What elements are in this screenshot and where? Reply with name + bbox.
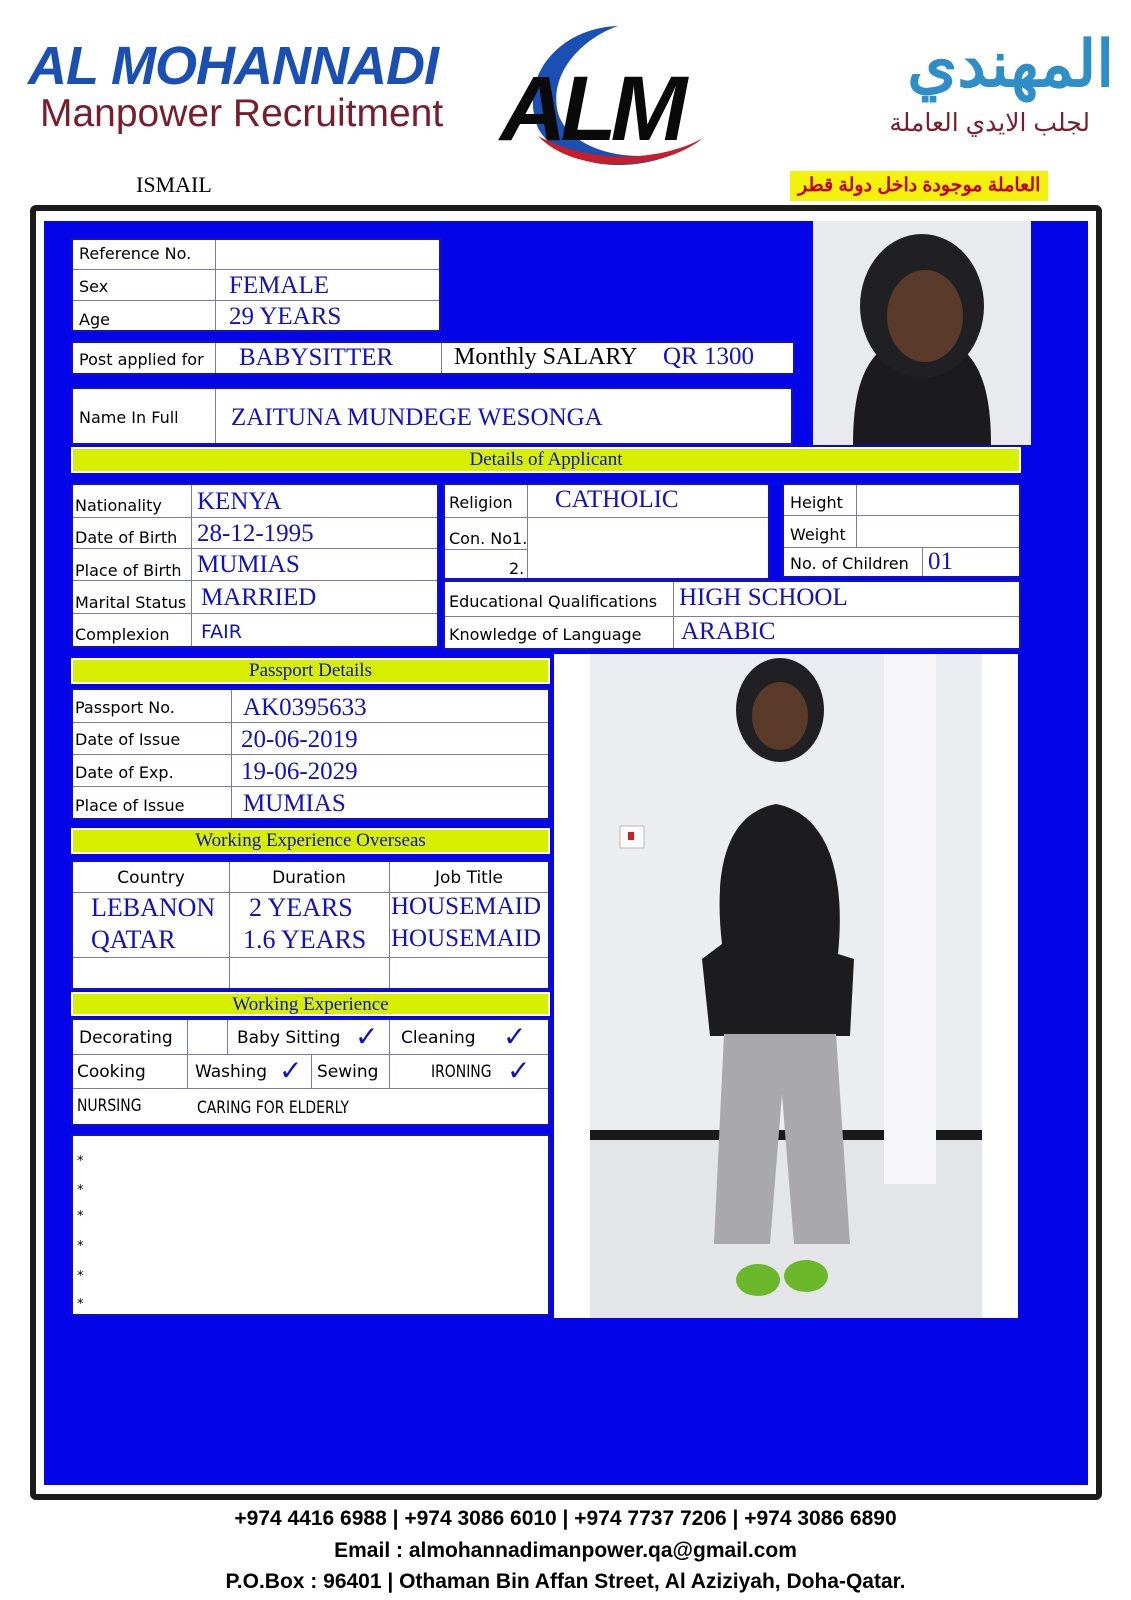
note-item: * bbox=[77, 1269, 84, 1284]
skill-cleaning: Cleaning bbox=[401, 1028, 476, 1048]
person-full-body-icon bbox=[554, 654, 1018, 1318]
overseas-header-country: Country bbox=[117, 868, 185, 888]
ironing-check-icon: ✓ bbox=[507, 1054, 531, 1087]
passport-title: Passport Details bbox=[71, 658, 550, 684]
language-label: Knowledge of Language bbox=[449, 625, 642, 644]
education-value: HIGH SCHOOL bbox=[679, 584, 848, 611]
complexion-label: Complexion bbox=[75, 625, 170, 644]
note-item: * bbox=[77, 1183, 84, 1198]
contact1-label: Con. No1. bbox=[449, 529, 528, 548]
issue-date-value: 20-06-2019 bbox=[241, 726, 358, 753]
overseas-row2-job: HOUSEMAID bbox=[391, 925, 541, 952]
skill-elderly-care: CARING FOR ELDERLY bbox=[197, 1098, 350, 1118]
alm-logo-icon bbox=[498, 18, 724, 178]
overseas-title: Working Experience Overseas bbox=[71, 828, 550, 854]
full-body-photo bbox=[554, 654, 1018, 1318]
marital-value: MARRIED bbox=[201, 584, 317, 611]
contact2-label: 2. bbox=[509, 559, 525, 578]
name-label: Name In Full bbox=[79, 408, 179, 427]
salary-value: QR 1300 bbox=[663, 343, 754, 370]
language-value: ARABIC bbox=[681, 618, 776, 645]
marital-label: Marital Status bbox=[75, 593, 187, 612]
religion-label: Religion bbox=[449, 493, 513, 512]
physical-box bbox=[782, 483, 1021, 578]
footer-email: Email : almohannadimanpower.qa@gmail.com bbox=[334, 1539, 797, 1562]
expiry-date-value: 19-06-2029 bbox=[241, 758, 358, 785]
skill-sewing: Sewing bbox=[317, 1062, 379, 1082]
overseas-header-job: Job Title bbox=[434, 868, 504, 888]
passport-no-value: AK0395633 bbox=[243, 694, 367, 721]
expiry-date-label: Date of Exp. bbox=[75, 763, 174, 782]
children-value: 01 bbox=[928, 548, 953, 575]
notes-box bbox=[71, 1134, 550, 1316]
headshot-photo bbox=[813, 221, 1031, 445]
skills-title: Working Experience bbox=[71, 992, 550, 1016]
age-value: 29 YEARS bbox=[229, 303, 342, 330]
dob-label: Date of Birth bbox=[75, 528, 178, 547]
salary-label: Monthly SALARY bbox=[454, 344, 638, 370]
skill-cooking: Cooking bbox=[77, 1062, 146, 1082]
identity-box bbox=[71, 238, 441, 332]
children-label: No. of Children bbox=[790, 554, 909, 573]
note-item: * bbox=[77, 1154, 84, 1169]
overseas-row1-country: LEBANON bbox=[91, 893, 216, 922]
overseas-row1-duration: 2 YEARS bbox=[249, 893, 353, 922]
skill-decorating: Decorating bbox=[79, 1028, 173, 1048]
overseas-row2-country: QATAR bbox=[91, 925, 176, 954]
post-box bbox=[71, 341, 795, 375]
pob-value: MUMIAS bbox=[197, 551, 300, 578]
skill-nursing: NURSING bbox=[77, 1096, 142, 1116]
details-left-box bbox=[71, 483, 439, 648]
skills-table bbox=[71, 1018, 550, 1126]
baby-sitting-check-icon: ✓ bbox=[355, 1020, 379, 1053]
passport-no-label: Passport No. bbox=[75, 698, 175, 717]
nationality-value: KENYA bbox=[197, 488, 282, 515]
overseas-header-duration: Duration bbox=[272, 868, 346, 888]
religion-box bbox=[443, 483, 770, 580]
agent-name: ISMAIL bbox=[136, 172, 212, 197]
sex-value: FEMALE bbox=[229, 272, 329, 299]
brand-name-en: AL MOHANNADI bbox=[28, 36, 438, 96]
skill-washing: Washing bbox=[195, 1062, 268, 1082]
age-label: Age bbox=[79, 310, 110, 329]
post-value: BABYSITTER bbox=[239, 344, 394, 371]
reference-label: Reference No. bbox=[79, 244, 192, 263]
sex-label: Sex bbox=[79, 277, 109, 296]
post-label: Post applied for bbox=[79, 350, 204, 369]
complexion-value: FAIR bbox=[201, 621, 242, 643]
issue-date-label: Date of Issue bbox=[75, 730, 181, 749]
washing-check-icon: ✓ bbox=[279, 1054, 303, 1087]
overseas-row1-job: HOUSEMAID bbox=[391, 893, 541, 920]
pob-label: Place of Birth bbox=[75, 561, 182, 580]
skill-ironing: IRONING bbox=[431, 1062, 492, 1082]
nationality-label: Nationality bbox=[75, 496, 162, 515]
brand-tagline-en: Manpower Recruitment bbox=[40, 92, 444, 135]
issue-place-value: MUMIAS bbox=[243, 790, 346, 817]
skill-baby-sitting: Baby Sitting bbox=[237, 1028, 341, 1048]
education-label: Educational Qualifications bbox=[449, 592, 658, 611]
details-title: Details of Applicant bbox=[71, 447, 1021, 473]
overseas-row2-duration: 1.6 YEARS bbox=[243, 925, 367, 954]
location-note-ar: العاملة موجودة داخل دولة قطر bbox=[790, 171, 1048, 201]
brand-tagline-ar: لجلب الايدي العاملة bbox=[889, 109, 1090, 137]
footer-phones: +974 4416 6988 | +974 3086 6010 | +974 7737 7206 | +974 3086 6890 bbox=[234, 1507, 897, 1530]
height-label: Height bbox=[790, 493, 843, 512]
issue-place-label: Place of Issue bbox=[75, 796, 185, 815]
name-value: ZAITUNA MUNDEGE WESONGA bbox=[231, 404, 603, 431]
note-item: * bbox=[77, 1209, 84, 1224]
cleaning-check-icon: ✓ bbox=[503, 1020, 527, 1053]
note-item: * bbox=[77, 1297, 84, 1312]
religion-value: CATHOLIC bbox=[555, 486, 679, 513]
weight-label: Weight bbox=[790, 525, 846, 544]
education-box bbox=[443, 580, 1021, 650]
brand-name-ar: المهندي bbox=[907, 28, 1114, 100]
passport-box bbox=[71, 688, 550, 820]
brand-mark: ALM bbox=[500, 58, 682, 160]
person-headshot-icon bbox=[813, 221, 1031, 445]
footer-address: P.O.Box : 96401 | Othaman Bin Affan Street, Al Aziziyah, Doha-Qatar. bbox=[225, 1570, 906, 1593]
note-item: * bbox=[77, 1239, 84, 1254]
dob-value: 28-12-1995 bbox=[197, 520, 314, 547]
name-box bbox=[71, 387, 793, 445]
overseas-table bbox=[71, 860, 550, 990]
